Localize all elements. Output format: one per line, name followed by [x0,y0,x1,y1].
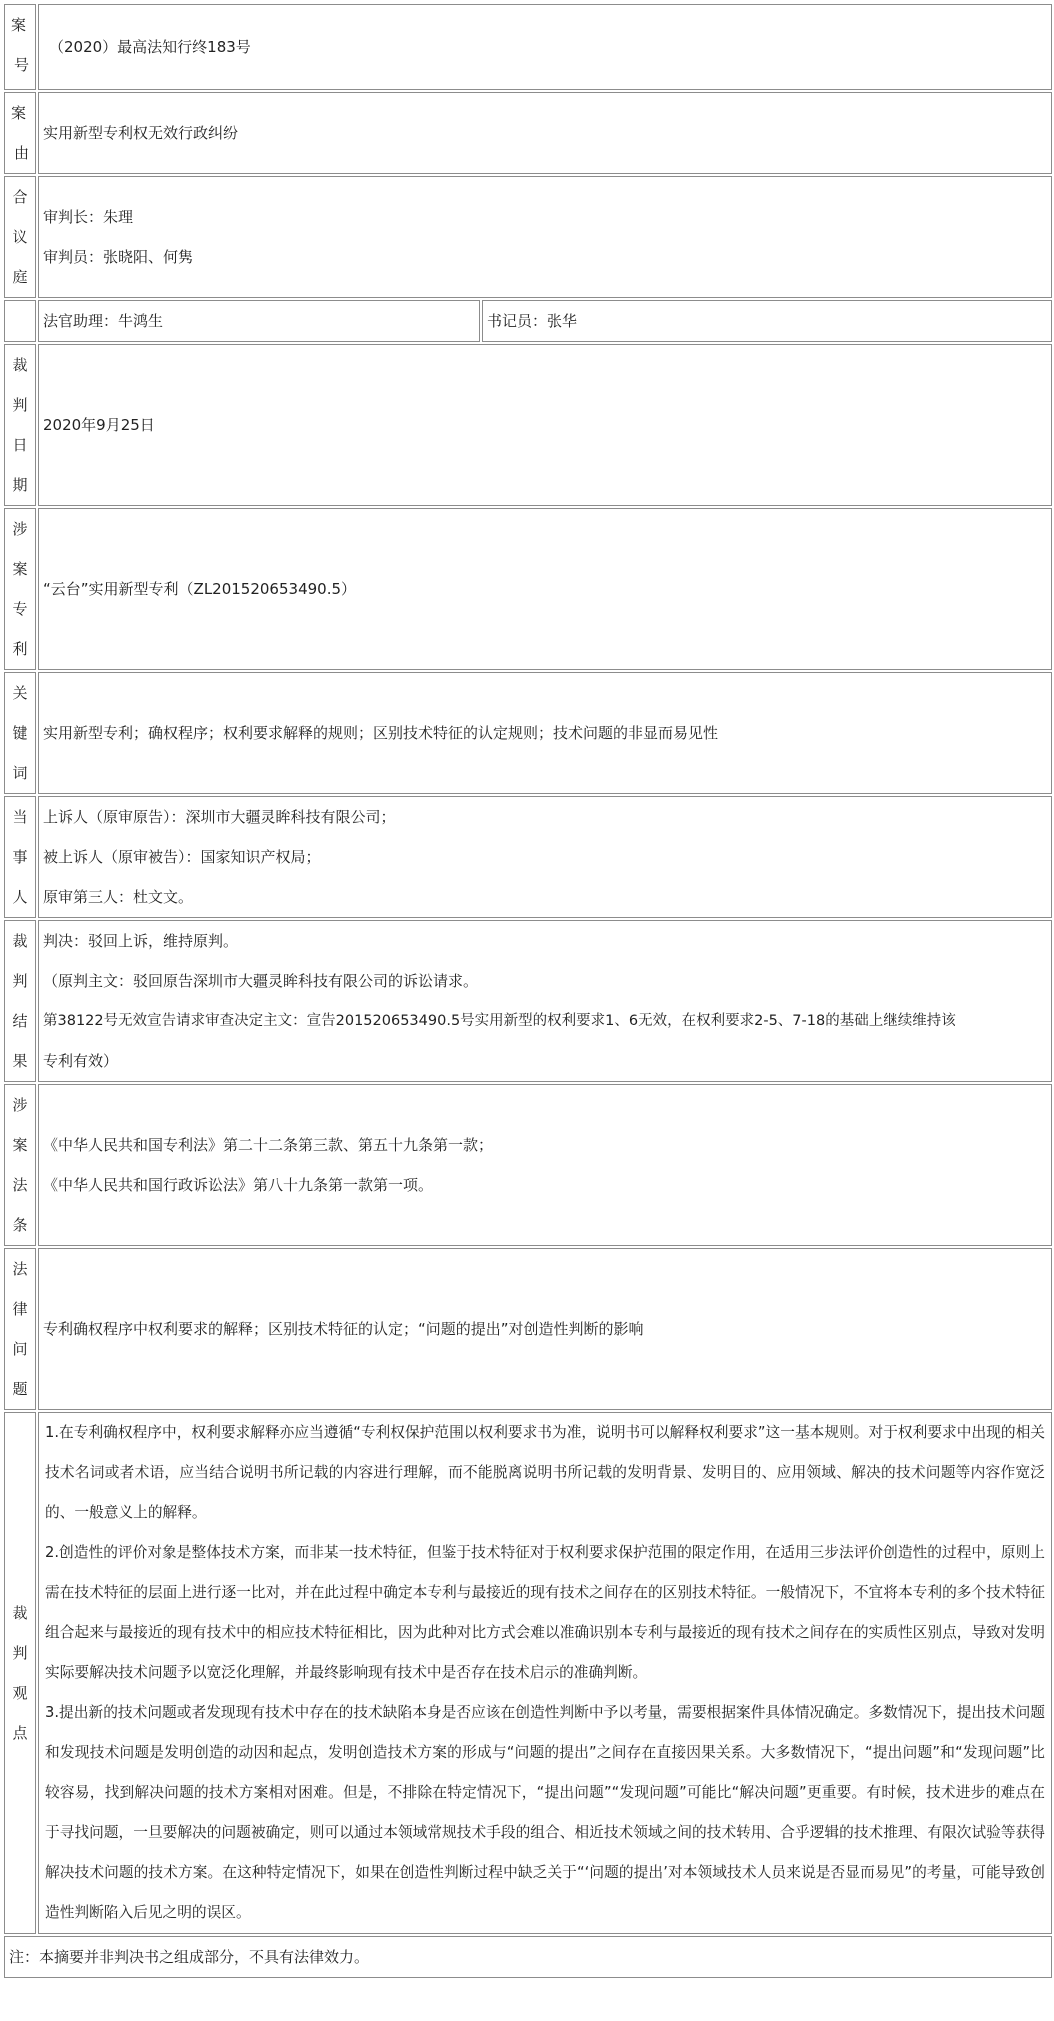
value-judgment-date: 2020年9月25日 [38,344,1052,506]
label-panel: 合 议 庭 [4,176,36,298]
view-paragraph-1: 1.在专利确权程序中，权利要求解释亦应当遵循“专利权保护范围以权利要求书为准，说明书可以解释权利要求”这一基本规则。对于权利要求中出现的相关技术名词或者术语，应当结合说明书所记载的内容进行理解，而不能脱离说明书所记载的发明背景、发明目的、应用领域、解决的技术问题等内容作宽泛的、一般意义上的解释。 [45,1424,1045,1521]
label-laws: 涉 案 法 条 [4,1084,36,1246]
row-panel [4,176,1052,298]
view-paragraph-3: 3.提出新的技术问题或者发现现有技术中存在的技术缺陷本身是否应该在创造性判断中予以考量，需要根据案件具体情况确定。多数情况下，提出技术问题和发现技术问题是发明创造的动因和起点，发明创造技术方案的形成与“问题的提出”之间存在直接因果关系。大多数情况下，“提出问题”和“发现问题”比较容易，找到解决问题的技术方案相对困难。但是，不排除在特定情况下，“提出问题”“发现问题”可能比“解决问题”更重要。有时候，技术进步的难点在于寻找问题，一旦要解决的问题被确定，则可以通过本领域常规技术手段的组合、相近技术领域之间的技术转用、合乎逻辑的技术推理、有限次试验等获得解决技术问题的技术方案。在这种特定情况下，如果在创造性判断过程中缺乏关于“‘问题的提出’对本领域技术人员来说是否显而易见”的考量，可能导致创造性判断陷入后见之明的误区。 [45,1704,1045,1921]
value-patent: “云台”实用新型专利（ZL201520653490.5） [38,508,1052,670]
value-judgment-result: 判决：驳回上诉，维持原判。 （原判主文：驳回原告深圳市大疆灵眸科技有限公司的诉讼请求。 第38122号无效宣告请求审查决定主文：宣告201520653490.5号实用新型的权利要求1、6无效，在权利要求2-5、7-18的基础上继续维持该 专利有效） [38,920,1052,1082]
row-case-number [4,4,1052,90]
view-paragraph-2: 2.创造性的评价对象是整体技术方案，而非某一技术特征，但鉴于技术特征对于权利要求保护范围的限定作用，在适用三步法评价创造性的过程中，原则上需在技术特征的层面上进行逐一比对，并在此过程中确定本专利与最接近的现有技术之间存在的区别技术特征。一般情况下，不宜将本专利的多个技术特征组合起来与最接近的现有技术中的相应技术特征相比，因为此种对比方式会难以准确识别本专利与最接近的现有技术之间存在的实质性区别点，导致对发明实际要解决技术问题予以宽泛化理解，并最终影响现有技术中是否存在技术启示的准确判断。 [45,1544,1045,1681]
label-parties: 当 事 人 [4,796,36,918]
label-legal-issues: 法 律 问 题 [4,1248,36,1410]
label-patent: 涉 案 专 利 [4,508,36,670]
label-keywords: 关 键 词 [4,672,36,794]
value-parties [38,796,1052,918]
row-judgment-result [4,920,1052,1082]
case-summary-page [2,2,1052,1980]
value-legal-issues: 专利确权程序中权利要求的解释；区别技术特征的认定；“问题的提出”对创造性判断的影响 [38,1248,1052,1410]
value-keywords: 实用新型专利；确权程序；权利要求解释的规则；区别技术特征的认定规则；技术问题的非显而易见性 [38,672,1052,794]
value-judgment-views [38,1412,1052,1934]
row-judgment-views [4,1412,1052,1934]
label-empty [4,300,36,342]
row-assistant-clerk [4,300,1052,342]
row-note [4,1936,1052,1978]
row-patent [4,508,1052,670]
label-judgment-date: 裁 判 日 期 [4,344,36,506]
value-panel [38,176,1052,298]
value-case-number: （2020）最高法知行终183号 [38,4,1052,90]
value-clerk: 书记员：张华 [482,300,1052,342]
row-keywords [4,672,1052,794]
presiding-judge: 审判长：朱理 [43,208,134,226]
appellee: 被上诉人（原审被告）：国家知识产权局； [43,848,321,866]
disclaimer-note: 注：本摘要并非判决书之组成部分，不具有法律效力。 [4,1936,1052,1978]
label-judgment-views: 裁 判 观 点 [4,1412,36,1934]
label-case-number: 案 号 [4,4,36,90]
case-summary-table [2,2,1054,1980]
label-cause: 案 由 [4,92,36,174]
row-parties [4,796,1052,918]
row-laws [4,1084,1052,1246]
row-cause [4,92,1052,174]
label-judgment-result: 裁 判 结 果 [4,920,36,1082]
row-judgment-date [4,344,1052,506]
appellant: 上诉人（原审原告）：深圳市大疆灵眸科技有限公司； [43,808,396,826]
row-legal-issues [4,1248,1052,1410]
third-party: 原审第三人：杜文文。 [43,888,194,906]
value-judge-assistant: 法官助理：牛鸿生 [38,300,480,342]
value-laws: 《中华人民共和国专利法》第二十二条第三款、第五十九条第一款； 《中华人民共和国行政诉讼法》第八十九条第一款第一项。 [38,1084,1052,1246]
judges: 审判员：张晓阳、何隽 [43,248,194,266]
value-cause: 实用新型专利权无效行政纠纷 [38,92,1052,174]
